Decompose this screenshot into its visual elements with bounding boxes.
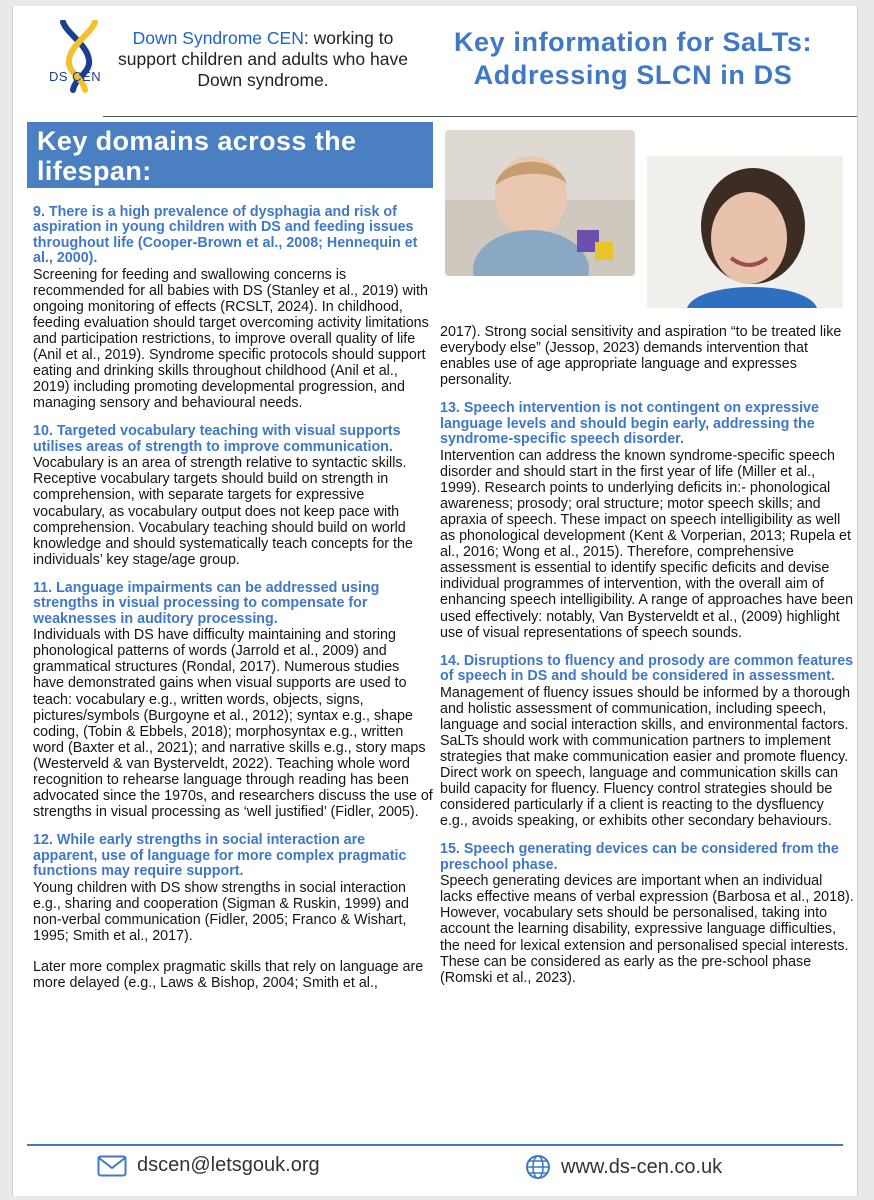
banner-line1: Key domains across the <box>37 126 357 156</box>
header-divider <box>103 116 857 117</box>
child-photo <box>445 130 635 276</box>
footer-website[interactable] <box>525 1154 722 1180</box>
page-title <box>413 26 853 92</box>
section-12 <box>33 833 433 991</box>
right-column <box>440 324 854 999</box>
section-15 <box>440 842 854 985</box>
page-title-line1: Key information for SaLTs: <box>453 27 813 57</box>
email-link[interactable]: dscen@letsgouk.org <box>137 1154 320 1176</box>
footer-email[interactable] <box>97 1154 320 1177</box>
tagline-rest: : working to support children and adults who have Down syndrome. <box>118 28 408 90</box>
section-13 <box>440 401 854 640</box>
section-body: Young children with DS show strengths in social interaction e.g., sharing and cooperation (Sigman & Ruskin, 1999) and non-verbal communication (Fidler, 2005; Franco & Wishart, 1995; Smith et al., 2017). <box>33 879 409 944</box>
tagline-brand: Down Syndrome CEN <box>132 28 304 48</box>
section-body: Vocabulary is an area of strength relative to syntactic skills. Receptive vocabulary targets should build on strength in comprehension, with separate targets for expressive vocabulary, as vocabulary output does not keep pace with comprehension. Vocabulary teaching should build on world knowledge and should systematically teach concepts for the individuals’ key stage/age group. <box>33 455 413 568</box>
section-heading: 15. Speech generating devices can be considered from the preschool phase. <box>440 841 839 873</box>
envelope-icon <box>97 1155 127 1177</box>
section-body: Screening for feeding and swallowing concerns is recommended for all babies with DS (Stanley et al., 2019) with ongoing monitoring of effects (RCSLT, 2024). In childhood, feeding evaluation should target overcoming activity limitations and participation restrictions, to improve overall quality of life (Anil et al., 2019). Syndrome specific protocols should support eating and drinking skills throughout childhood (Anil et al., 2019) including promoting developmental progression, and managing sensory and behavioural needs. <box>33 266 429 412</box>
page-title-line2: Addressing SLCN in DS <box>473 60 793 90</box>
tagline <box>103 28 423 91</box>
footer-divider <box>27 1144 843 1146</box>
section-body: Individuals with DS have difficulty maintaining and storing phonological patterns of words (Jarrold et al., 2009) and grammatical structures (Rondal, 2017). Numerous studies have demonstrated gains when visual supports are used to teach: vocabulary e.g., written words, objects, signs, pictures/symbols (Burgoyne et al., 2012); syntax e.g., shape coding, (Tobin & Ebbels, 2018); morphosyntax e.g., written word (Baxter et al., 2021); and narrative skills e.g., story maps (Westerveld & van Bysterveldt, 2022). Teaching whole word recognition to rehearse language through reading has been advocated since the 1970s, and researchers discuss the use of strengths in visual processing as ‘well justified’ (Fidler, 2005). <box>33 627 433 821</box>
banner-line2: lifespan: <box>37 156 152 186</box>
left-column <box>33 205 433 1004</box>
section-9 <box>33 205 433 411</box>
section-body-continued: 2017). Strong social sensitivity and aspiration “to be treated like everybody else” (Jessop, 2023) demands intervention that enables use of age appropriate language and expresses personality. <box>440 324 842 389</box>
section-body: Intervention can address the known syndrome-specific speech disorder and should start in the first year of life (Miller et al., 1999). Research points to underlying deficits in:- phonological awareness; prosody; oral structure; motor speech skills; and apraxia of speech. These impact on speech intelligibility as well as phonological development (Kent & Vorperian, 2013; Rupela et al., 2016; Wong et al., 2015). Therefore, comprehensive assessment is essential to identify specific deficits and devise individual programmes of intervention, with the overall aim of enhancing speech intelligibility. A range of approaches have been used effectively: notably, Van Bysterveldt et al., (2009) highlight use of visual representations of speech sounds. <box>440 447 854 641</box>
header <box>13 6 857 116</box>
section-heading: 10. Targeted vocabulary teaching with visual supports utilises areas of strength to improve communication. <box>33 423 401 455</box>
section-11 <box>33 581 433 820</box>
section-banner <box>27 122 433 188</box>
section-10 <box>33 424 433 567</box>
globe-icon <box>525 1154 551 1180</box>
section-14 <box>440 654 854 830</box>
section-heading: 11. Language impairments can be addressed using strengths in visual processing to compensate for weaknesses in auditory processing. <box>33 579 380 627</box>
website-link[interactable]: www.ds-cen.co.uk <box>561 1155 723 1178</box>
section-heading: 12. While early strengths in social interaction are apparent, use of language for more complex pragmatic functions may require support. <box>33 832 407 880</box>
section-body: Management of fluency issues should be informed by a thorough and holistic assessment of communication, including speech, language and social interaction skills, and environmental factors. SaLTs should work with communication partners to implement strategies that make communication easier and promote fluency. Direct work on speech, language and communication skills can build capacity for fluency. Fluency control strategies should be considered particularly if a client is reacting to the dysfluency e.g., avoids speaking, or exhibits other secondary behaviours. <box>440 684 851 830</box>
section-heading: 14. Disruptions to fluency and prosody are common features of speech in DS and should be considered in assessment. <box>440 652 854 685</box>
section-12-continued <box>440 324 854 388</box>
section-heading: 13. Speech intervention is not contingent on expressive language levels and should begin early, addressing the syndrome-specific speech disorder. <box>440 400 819 448</box>
woman-photo <box>647 156 843 308</box>
document-page <box>12 6 858 1196</box>
section-body: Speech generating devices are important when an individual lacks effective means of verbal expression (Barbosa et al., 2018). However, vocabulary sets should be personalised, taking into account the learning disability, expressive language difficulties, the need for lexical extension and personalised special interests. These can be considered as early as the pre-school phase (Romski et al., 2023). <box>440 873 854 986</box>
logo-text: DS CEN <box>49 69 102 84</box>
section-body-2: Later more complex pragmatic skills that rely on language are more delayed (e.g., Laws & Bishop, 2004; Smith et al., <box>33 958 424 991</box>
section-heading: 9. There is a high prevalence of dysphagia and risk of aspiration in young children with DS and feeding issues throughout life (Cooper-Brown et al., 2008; Hennequin et al., 2000). <box>33 204 418 267</box>
